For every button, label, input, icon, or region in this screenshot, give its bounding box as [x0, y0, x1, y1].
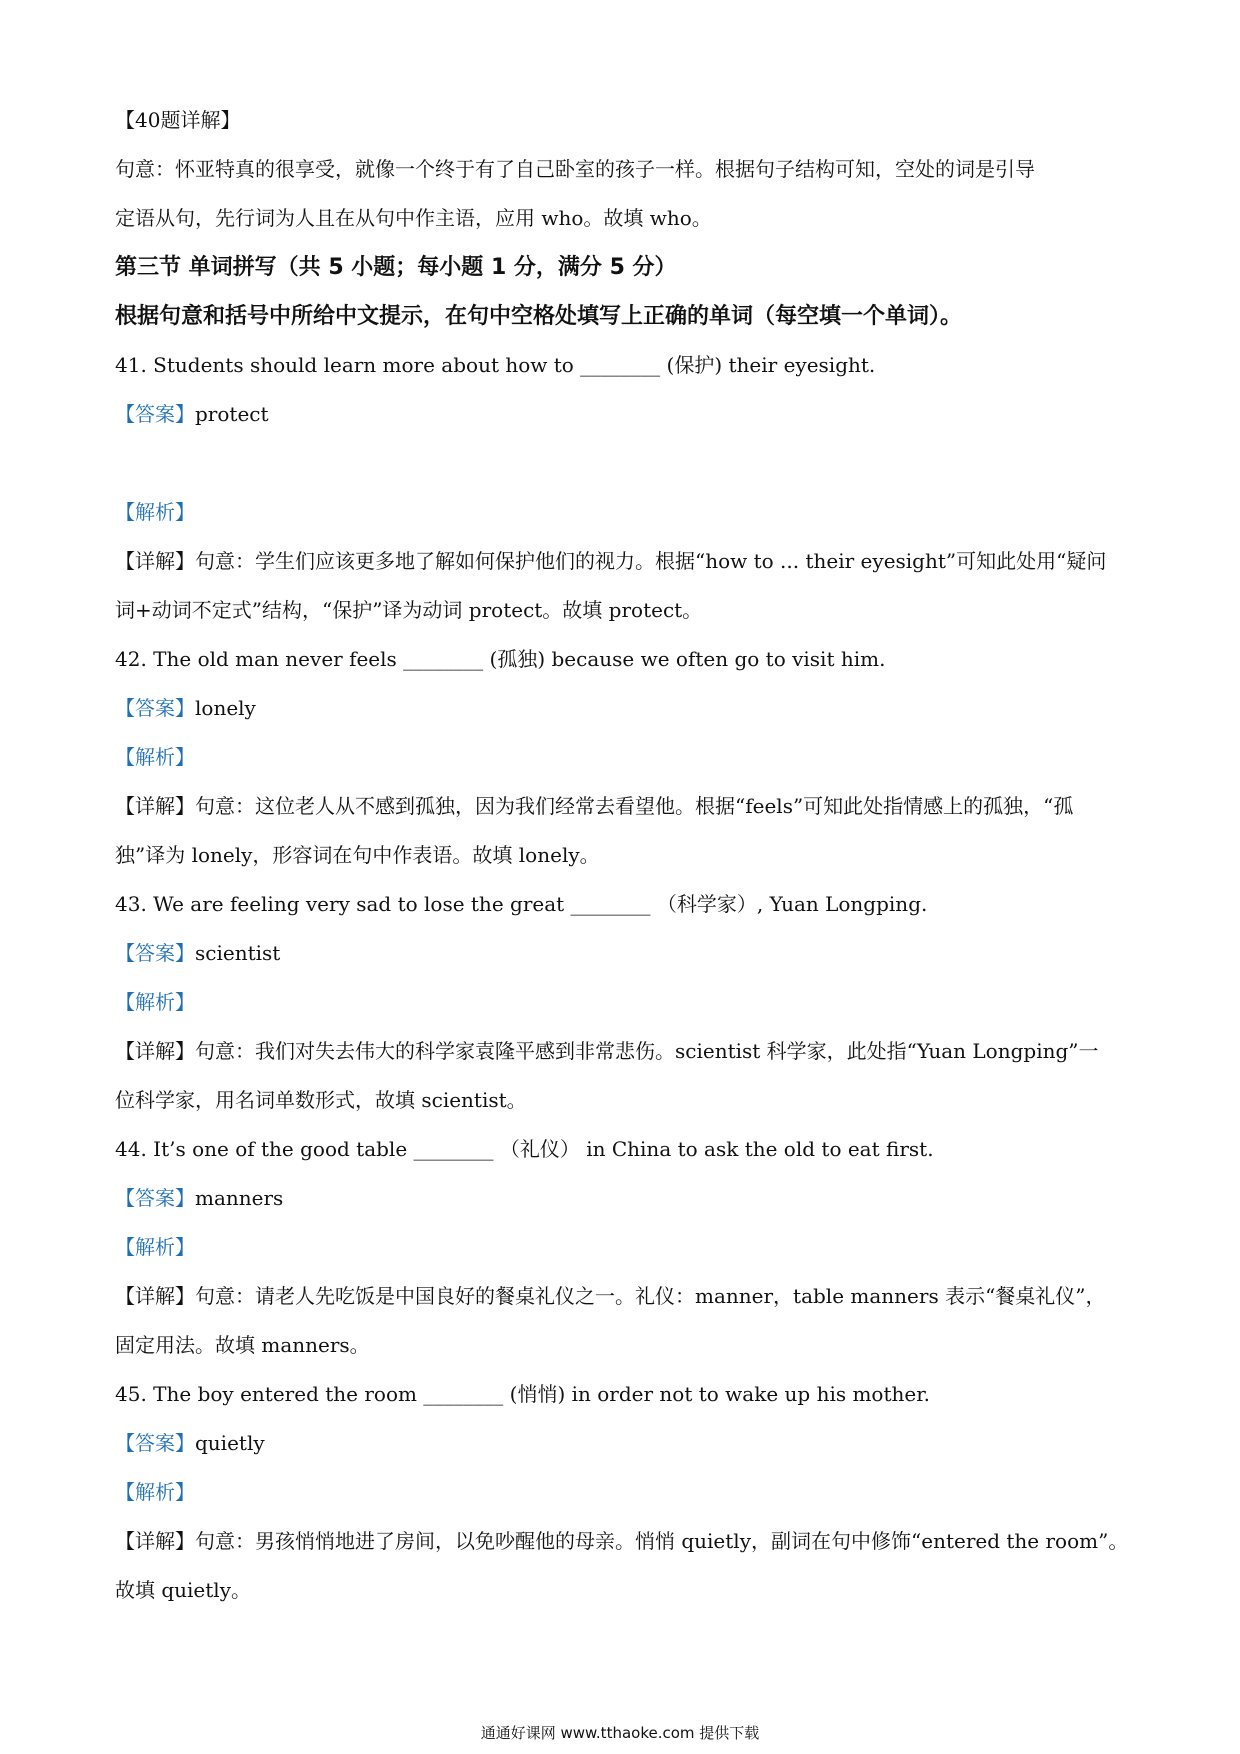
analysis-label: 【解析】 — [115, 500, 195, 524]
answer-label: 【答案】 — [115, 1431, 195, 1455]
q45-answer: quietly — [195, 1431, 265, 1455]
q42-detail-line-1: 【详解】句意：这位老人从不感到孤独，因为我们经常去看望他。根据“feels”可知此处指情感上的孤独，“孤 — [115, 794, 1074, 818]
q40-explanation-line-2: 定语从句，先行词为人且在从句中作主语，应用 who。故填 who。 — [115, 206, 712, 230]
answer-label: 【答案】 — [115, 696, 195, 720]
q43-answer: scientist — [195, 941, 281, 965]
analysis-label: 【解析】 — [115, 745, 195, 769]
q45-detail-line-2: 故填 quietly。 — [115, 1578, 252, 1602]
q41-detail-line-1: 【详解】句意：学生们应该更多地了解如何保护他们的视力。根据“how to ... their eyesight”可知此处用“疑问 — [115, 549, 1107, 573]
q44-question: 44. It’s one of the good table ________ （礼仪） in China to ask the old to eat first. — [115, 1137, 934, 1161]
answer-label: 【答案】 — [115, 1186, 195, 1210]
q42-answer: lonely — [195, 696, 256, 720]
q40-header: 【40题详解】 — [115, 108, 241, 132]
answer-label: 【答案】 — [115, 402, 195, 426]
q44-analysis-row — [115, 1223, 1135, 1272]
analysis-label: 【解析】 — [115, 1235, 195, 1259]
q43-analysis-row — [115, 978, 1135, 1027]
document-page — [115, 96, 1135, 1615]
q43-question: 43. We are feeling very sad to lose the great ________ （科学家）, Yuan Longping. — [115, 892, 928, 916]
analysis-label: 【解析】 — [115, 1480, 195, 1504]
q44-answer-row — [115, 1174, 1135, 1223]
detail-label: 【详解】 — [115, 549, 195, 573]
q43-answer-row — [115, 929, 1135, 978]
q45-question: 45. The boy entered the room ________ (悄悄) in order not to wake up his mother. — [115, 1382, 930, 1406]
spacer — [115, 439, 1135, 488]
q44-answer: manners — [195, 1186, 284, 1210]
q42-answer-row — [115, 684, 1135, 733]
q42-question: 42. The old man never feels ________ (孤独) because we often go to visit him. — [115, 647, 886, 671]
q41-analysis-row — [115, 488, 1135, 537]
q41-question: 41. Students should learn more about how to ________ (保护) their eyesight. — [115, 353, 876, 377]
answer-label: 【答案】 — [115, 941, 195, 965]
detail-label: 【详解】 — [115, 1284, 195, 1308]
detail-label: 【详解】 — [115, 794, 195, 818]
q41-answer: protect — [195, 402, 269, 426]
q45-detail-line-1: 【详解】句意：男孩悄悄地进了房间，以免吵醒他的母亲。悄悄 quietly，副词在句中修饰“entered the room”。 — [115, 1529, 1129, 1553]
page-footer: 通通好课网 www.tthaoke.com 提供下载 — [480, 1724, 760, 1742]
q42-detail-line-2: 独”译为 lonely，形容词在句中作表语。故填 lonely。 — [115, 843, 600, 867]
q43-detail-line-1: 【详解】句意：我们对失去伟大的科学家袁隆平感到非常悲伤。scientist 科学家，此处指“Yuan Longping”一 — [115, 1039, 1099, 1063]
q41-detail-line-2: 词+动词不定式”结构，“保护”译为动词 protect。故填 protect。 — [115, 598, 703, 622]
section-instruction: 根据句意和括号中所给中文提示，在句中空格处填写上正确的单词（每空填一个单词）。 — [115, 304, 963, 329]
q40-explanation-line-1: 句意：怀亚特真的很享受，就像一个终于有了自己卧室的孩子一样。根据句子结构可知，空处的词是引导 — [115, 157, 1035, 181]
analysis-label: 【解析】 — [115, 990, 195, 1014]
q41-answer-row — [115, 390, 1135, 439]
detail-label: 【详解】 — [115, 1039, 195, 1063]
q43-detail-line-2: 位科学家，用名词单数形式，故填 scientist。 — [115, 1088, 527, 1112]
q42-analysis-row — [115, 733, 1135, 782]
section-title: 第三节 单词拼写（共 5 小题；每小题 1 分，满分 5 分） — [115, 255, 677, 280]
q45-answer-row — [115, 1419, 1135, 1468]
q44-detail-line-1: 【详解】句意：请老人先吃饭是中国良好的餐桌礼仪之一。礼仪：manner，table manners 表示“餐桌礼仪”， — [115, 1284, 1106, 1308]
q44-detail-line-2: 固定用法。故填 manners。 — [115, 1333, 370, 1357]
detail-label: 【详解】 — [115, 1529, 195, 1553]
q45-analysis-row — [115, 1468, 1135, 1517]
